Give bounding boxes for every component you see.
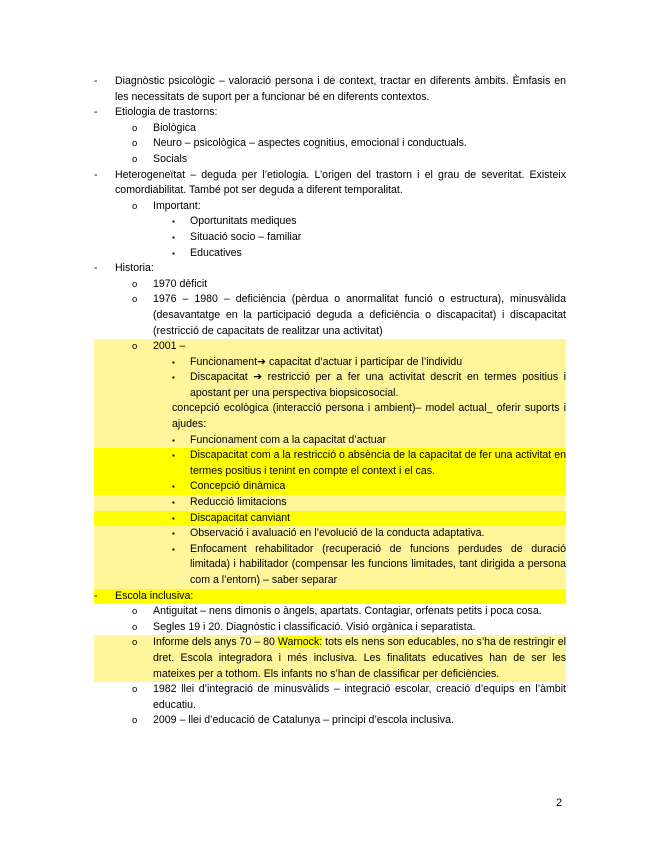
sub-sub-item-text: Observació i avaluació en l’evolució de la conducta adaptativa.: [190, 527, 485, 540]
square-bullet: ▪: [172, 451, 175, 461]
sub-item-text: Important:: [153, 199, 201, 212]
sub-sub-item-text: Discapacitat com a la restricció o absència de la capacitat de fer una activitat en termes positius i tenint en compte el context i el cas.: [190, 449, 566, 477]
list-item-escola: [94, 589, 566, 605]
item-text: Diagnòstic psicològic – valoració persona i de context, tractar en diferents àmbits. Èmfasis en les necessitats de suport per a funcionar bé en diferents contextos.: [115, 75, 566, 103]
square-bullet: ▪: [172, 232, 175, 242]
sub-sub-item: [94, 246, 566, 262]
sub-item-text: 1976 – 1980 – deficiència (pèrdua o anormalitat funció o estructura), minusvàlida (desavantatge en la participació deguda a deficiència o discapacitat) i discapacitat (restricció de capacitats de realitzar una activitat): [153, 293, 566, 337]
circle-bullet: o: [132, 341, 138, 353]
square-bullet: ▪: [172, 513, 175, 523]
sub-sub-item: [94, 542, 566, 589]
square-bullet: ▪: [172, 357, 175, 367]
square-bullet: ▪: [172, 529, 175, 539]
square-bullet: ▪: [172, 544, 175, 554]
sub-sub-item-text: Enfocament rehabilitador (recuperació de funcions perdudes de duració limitada) i habilitador (compensar les funcions limitades, tant dirigida a persona com a l’entorn) – saber separar: [190, 542, 566, 586]
sub-sub-item-text: Concepció dinàmica: [190, 480, 286, 493]
informe-body: tots els nens son educables, no s’ha de restringir el dret. Escola integradora i més inclusiva. Les finalitats educatives han de ser les mateixes per a tothom. Els infants no s’han de classificar per deficiències.: [153, 636, 567, 680]
dash-bullet: -: [94, 262, 98, 275]
item-text: Heterogeneïtat – deguda per l’etiologia. L’origen del trastorn i el grau de severitat. Existeix comordiabilitat. També pot ser deguda a diferent temporalitat.: [115, 168, 566, 197]
sub-sub-item: [94, 479, 566, 495]
list-item-etiologia: [94, 105, 566, 121]
arrow-icon: ➔: [257, 355, 267, 368]
sub-sub-item-text: Reducció limitacions: [190, 496, 287, 509]
definition-text: capacitat d’actuar i participar de l’individu: [266, 355, 463, 368]
circle-bullet: o: [132, 637, 138, 649]
sub-item: [94, 620, 566, 636]
paragraph-text: concepció ecològica (interacció persona i ambient)– model actual_ oferir suports i ajudes:: [172, 402, 566, 431]
paragraph-concepcio: [94, 401, 566, 432]
circle-bullet: o: [132, 153, 138, 165]
sub-sub-item-text: Educatives: [190, 246, 242, 259]
dash-bullet: -: [94, 589, 98, 602]
sub-sub-item-text: Situació socio – familiar: [190, 230, 302, 243]
term-text: Funcionament: [190, 355, 258, 368]
sub-sub-item-text: Oportunitats mediques: [190, 215, 297, 228]
sub-item: [94, 292, 566, 339]
sub-sub-item: [94, 495, 566, 511]
sub-item: [94, 136, 566, 152]
circle-bullet: o: [132, 715, 138, 727]
sub-item-text: 1970 dèficit: [153, 277, 208, 290]
circle-bullet: o: [132, 122, 138, 134]
square-bullet: ▪: [172, 435, 175, 445]
dash-bullet: -: [94, 168, 98, 181]
sub-item: [94, 277, 566, 293]
circle-bullet: o: [132, 138, 138, 150]
sub-sub-item: [94, 370, 566, 401]
sub-item-text: 2009 – llei d’educació de Catalunya – principi d’escola inclusiva.: [153, 714, 454, 727]
square-bullet: ▪: [172, 248, 175, 258]
sub-sub-item-text: Funcionament com a la capacitat d’actuar: [190, 433, 387, 446]
circle-bullet: o: [132, 621, 138, 633]
dash-bullet: -: [94, 75, 98, 87]
square-bullet: ▪: [172, 482, 175, 492]
dash-bullet: -: [94, 106, 98, 119]
definition-text: restricció per a fer una activitat descrit en termes positius i apostant per una perspectiva biopsicosocial.: [190, 371, 567, 399]
sub-item: [94, 121, 566, 137]
sub-item-text: Segles 19 i 20. Diagnòstic i classificació. Visió orgànica i separatista.: [153, 620, 476, 633]
sub-item-text: Neuro – psicològica – aspectes cognitius, emocional i conductuals.: [153, 137, 467, 150]
sub-sub-item-text: Discapacitat canviant: [190, 511, 291, 524]
square-bullet: ▪: [172, 498, 175, 508]
sub-sub-item: [94, 214, 566, 230]
list-item-heterogeneitat: [94, 168, 566, 199]
sub-sub-item: [94, 526, 566, 542]
sub-sub-item: [94, 433, 566, 449]
sub-item: [94, 152, 566, 168]
list-item-diagnostic: [94, 74, 566, 105]
informe-lead: Informe dels anys 70 – 80: [153, 636, 278, 649]
arrow-icon: ➔: [253, 371, 263, 384]
sub-sub-item: [94, 230, 566, 246]
circle-bullet: o: [132, 200, 138, 212]
notes-content: [94, 74, 566, 729]
warnock-name: Warnock:: [277, 636, 323, 649]
item-text: Escola inclusiva:: [115, 589, 194, 602]
sub-item-text: 1982 llei d’integració de minusvàlids – integració escolar, creació d’equips en l’àmbit educatiu.: [153, 683, 566, 711]
item-text: Etiologia de trastorns:: [115, 106, 218, 119]
item-text: Historia:: [115, 262, 154, 275]
sub-item-informe: [94, 635, 566, 682]
sub-item: [94, 339, 566, 355]
sub-item: [94, 199, 566, 215]
sub-item-text: Biològica: [153, 121, 196, 134]
circle-bullet: o: [132, 278, 138, 290]
page-number: 2: [556, 797, 563, 809]
sub-sub-item: [94, 355, 566, 371]
sub-sub-item-text: [190, 370, 566, 401]
square-bullet: ▪: [172, 217, 175, 227]
highlighted-block-2001: [94, 339, 566, 589]
sub-item-text: Socials: [153, 152, 188, 165]
sub-item: [94, 713, 566, 729]
sub-item-text: [153, 635, 566, 682]
sub-item-text: 2001 –: [153, 340, 186, 353]
list-item-historia: [94, 261, 566, 277]
circle-bullet: o: [132, 294, 138, 306]
sub-item-text: Antiguitat – nens dimonis o àngels, apartats. Contagiar, orfenats petits i poca cosa.: [153, 605, 542, 618]
circle-bullet: o: [132, 606, 138, 618]
sub-item: [94, 682, 566, 713]
square-bullet: ▪: [172, 373, 175, 383]
sub-item: [94, 604, 566, 620]
sub-sub-item-text: [190, 355, 566, 371]
term-text: Discapacitat: [190, 371, 254, 384]
circle-bullet: o: [132, 684, 138, 696]
sub-sub-item: [94, 511, 566, 527]
sub-sub-item: [94, 448, 566, 479]
